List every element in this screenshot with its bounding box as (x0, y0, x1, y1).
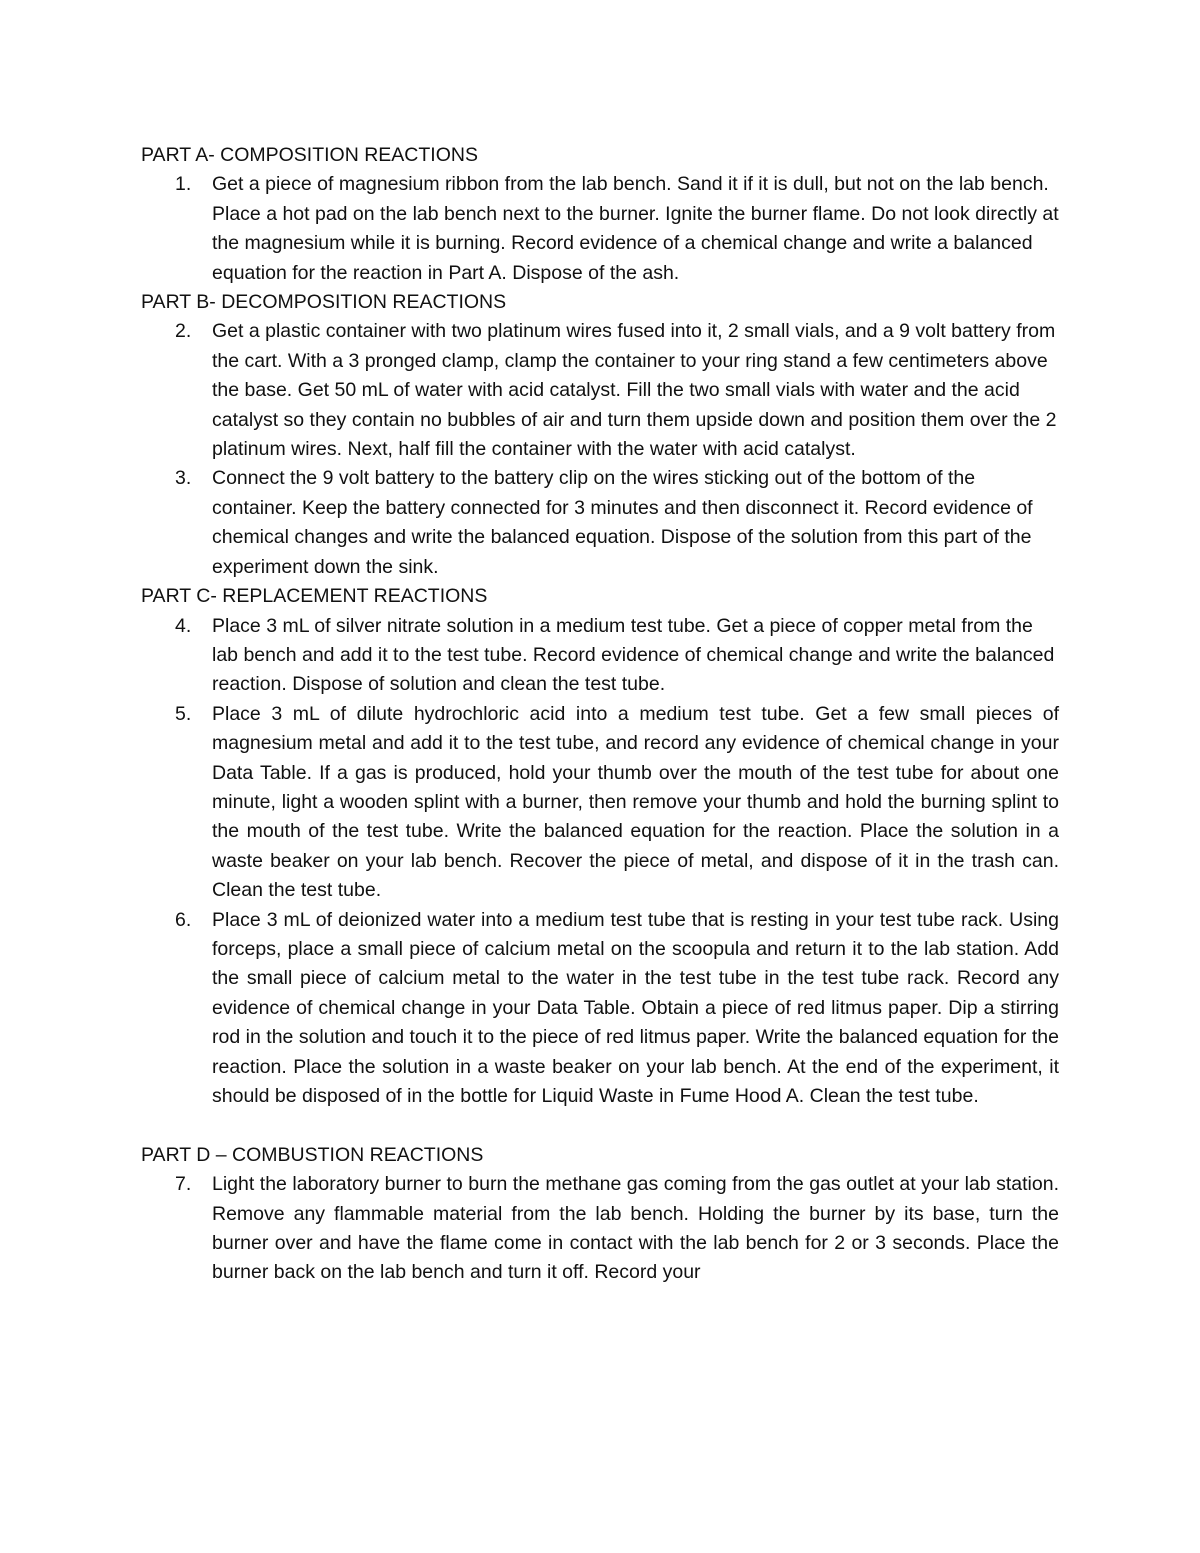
list-item (141, 612, 1071, 700)
list-item (141, 464, 1071, 582)
step-number: 5. (175, 702, 192, 725)
section-heading: PART B- DECOMPOSITION REACTIONS (141, 291, 507, 314)
document-page (141, 141, 1071, 1288)
list-item (141, 170, 1071, 288)
step-text: Place 3 mL of silver nitrate solution in a medium test tube. Get a piece of copper metal from the lab bench and add it to the test tube. Record evidence of chemical change and write the balanced reaction. Dispose of solution and clean the test tube. (212, 614, 1055, 696)
step-list (141, 170, 1071, 288)
step-text: Get a plastic container with two platinum wires fused into it, 2 small vials, and a 9 volt battery from the cart. With a 3 pronged clamp, clamp the container to your ring stand a few centimeters above the base. Get 50 mL of water with acid catalyst. Fill the two small vials with water and the acid catalyst so they contain no bubbles of air and turn them upside down and position them over the 2 platinum wires. Next, half fill the container with the water with acid catalyst. (212, 320, 1057, 461)
step-number: 7. (175, 1173, 192, 1196)
step-number: 4. (175, 614, 192, 637)
section-part-a (141, 141, 1071, 288)
step-text: Light the laboratory burner to burn the methane gas coming from the gas outlet at your lab station. Remove any flammable material from the lab bench. Holding the burner by its base, turn the burner over and have the flame come in contact with the lab bench for 2 or 3 seconds. Place the burner back on the lab bench and turn it off. Record your (212, 1173, 1059, 1284)
step-text: Place 3 mL of deionized water into a medium test tube that is resting in your test tube rack. Using forceps, place a small piece of calcium metal on the scoopula and return it to the lab station. Add the small piece of calcium metal to the water in the test tube in the test tube rack. Record any evidence of chemical change in your Data Table. Obtain a piece of red litmus paper. Dip a stirring rod in the solution and touch it to the piece of red litmus paper. Write the balanced equation for the reaction. Place the solution in a waste beaker on your lab bench. At the end of the experiment, it should be disposed of in the bottle for Liquid Waste in Fume Hood A. Clean the test tube. (212, 908, 1059, 1107)
section-part-c (141, 582, 1071, 1111)
section-part-b (141, 288, 1071, 582)
list-item (141, 1170, 1071, 1288)
step-list (141, 317, 1071, 582)
step-text: Place 3 mL of dilute hydrochloric acid into a medium test tube. Get a few small pieces of magnesium metal and add it to the test tube, and record any evidence of chemical change in your Data Table. If a gas is produced, hold your thumb over the mouth of the test tube for about one minute, light a wooden splint with a burner, then remove your thumb and hold the burning splint to the mouth of the test tube. Write the balanced equation for the reaction. Place the solution in a waste beaker on your lab bench. Recover the piece of metal, and dispose of it in the trash can. Clean the test tube. (212, 702, 1059, 902)
list-item (141, 700, 1071, 906)
step-number: 3. (175, 467, 192, 490)
section-heading: PART A- COMPOSITION REACTIONS (141, 144, 478, 166)
section-heading: PART D – COMBUSTION REACTIONS (141, 1143, 484, 1166)
section-part-d (141, 1141, 1071, 1288)
step-list (141, 1170, 1071, 1288)
step-number: 1. (175, 173, 192, 196)
section-heading: PART C- REPLACEMENT REACTIONS (141, 585, 488, 608)
list-item (141, 906, 1071, 1112)
step-number: 6. (175, 908, 192, 931)
step-text: Get a piece of magnesium ribbon from the lab bench. Sand it if it is dull, but not on the lab bench. Place a hot pad on the lab bench next to the burner. Ignite the burner flame. Do not look directly at the magnesium while it is burning. Record evidence of a chemical change and write a balanced equation for the reaction in Part A. Dispose of the ash. (212, 173, 1059, 284)
step-text: Connect the 9 volt battery to the battery clip on the wires sticking out of the bottom of the container. Keep the battery connected for 3 minutes and then disconnect it. Record evidence of chemical changes and write the balanced equation. Dispose of the solution from this part of the experiment down the sink. (212, 467, 1033, 578)
list-item (141, 317, 1071, 464)
step-list (141, 612, 1071, 1112)
step-number: 2. (175, 320, 192, 343)
